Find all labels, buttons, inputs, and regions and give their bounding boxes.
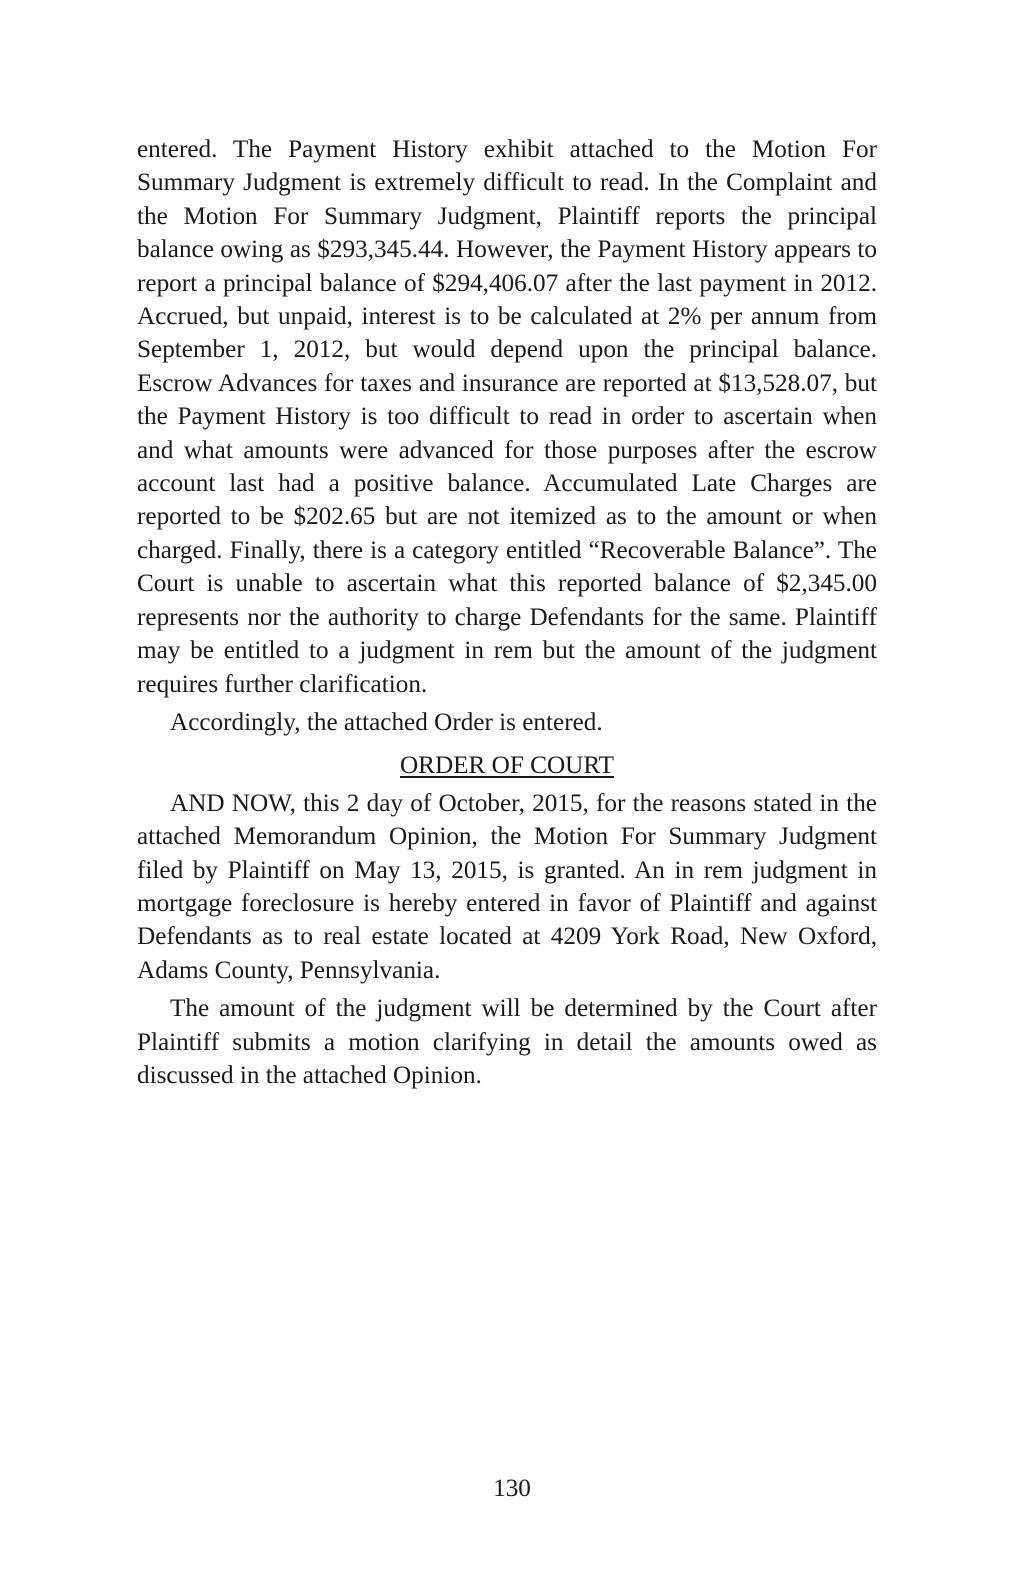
body-paragraph-accordingly: Accordingly, the attached Order is entered. [170,708,603,736]
body-paragraph-judgment-amount: The amount of the judgment will be determined by the Court after Plaintiff submits a motion clarifying in detail the amounts owed as discussed in the attached Opinion. [137,995,877,1089]
body-paragraph-opinion: entered. The Payment History exhibit attached to the Motion For Summary Judgment is extremely difficult to read. In the Complaint and the Motion For Summary Judgment, Plaintiff reports the principal balance owing as $293,345.44. However, the Payment History appears to report a principal balance of $294,406.07 after the last payment in 2012. Accrued, but unpaid, interest is to be calculated at 2% per annum from September 1, 2012, but would depend upon the principal balance. Escrow Advances for taxes and insurance are reported at $13,528.07, but the Payment History is too difficult to read in order to ascertain when and what amounts were advanced for those purposes after the escrow account last had a positive balance. Accumulated Late Charges are reported to be $202.65 but are not itemized as to the amount or when charged. Finally, there is a category entitled “Recoverable Balance”. The Court is unable to ascertain what this reported balance of $2,345.00 represents nor the authority to charge Defendants for the same. Plaintiff may be entitled to a judgment in rem but the amount of the judgment requires further clarification. [137,136,877,698]
document-body [137,133,877,1092]
body-paragraph-order: AND NOW, this 2 day of October, 2015, for the reasons stated in the attached Memorandum Opinion, the Motion For Summary Judgment filed by Plaintiff on May 13, 2015, is granted. An in rem judgment in mortgage foreclosure is hereby entered in favor of Plaintiff and against Defendants as to real estate located at 4209 York Road, New Oxford, Adams County, Pennsylvania. [137,789,877,984]
page-number: 130 [493,1475,531,1502]
order-heading [137,749,877,782]
order-heading-text: ORDER OF COURT [399,752,614,780]
